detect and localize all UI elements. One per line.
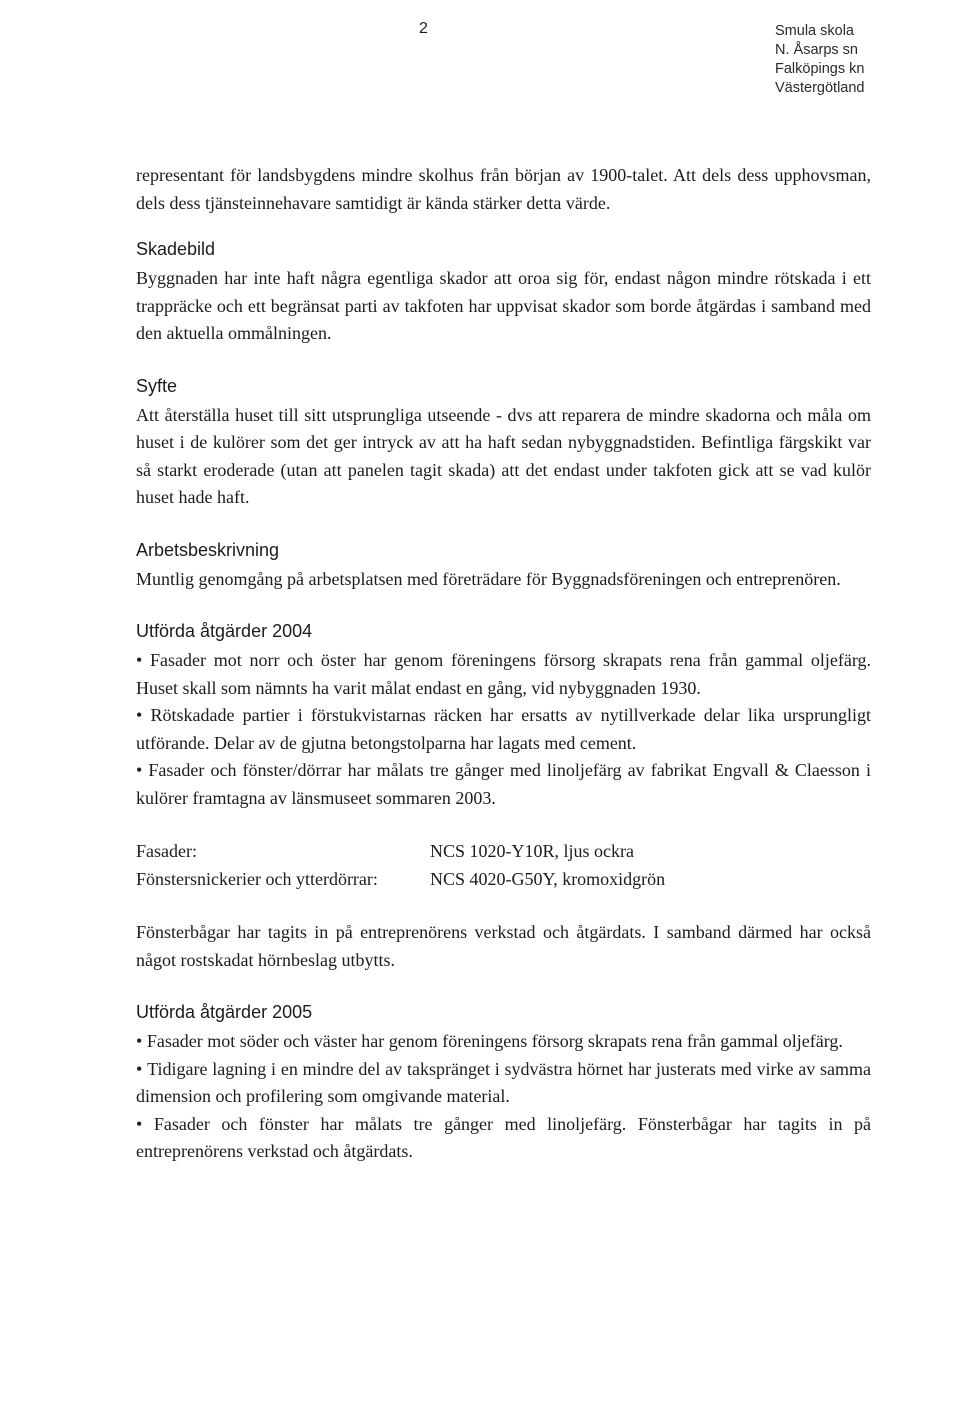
intro-paragraph: representant för landsbygdens mindre skolhus från början av 1900-talet. Att dels dess upphovsman, dels dess tjänsteinnehavare samtidigt är kända stärker detta värde. [136,165,871,213]
list-item: • Fasader mot söder och väster har genom föreningens försorg skrapats rena från gammal oljefärg. [136,1028,871,1056]
color-label: Fönstersnickerier och ytterdörrar: [136,868,378,889]
color-value: NCS 4020-G50Y, kromoxidgrön [430,868,666,889]
section-heading-skadebild: Skadebild [136,239,216,259]
section-heading-atgarder-2005: Utförda åtgärder 2005 [136,1002,313,1022]
address-line: Smula skola [775,23,854,39]
section-heading-arbetsbeskrivning: Arbetsbeskrivning [136,539,280,560]
section-heading-atgarder-2004: Utförda åtgärder 2004 [136,621,313,641]
atgarder-2004-note: Fönsterbågar har tagits in på entreprenörens verkstad och åtgärdats. I samband därmed har också något rostskadat hörnbeslag utbytts. [136,922,871,970]
document-body [136,162,871,1166]
list-item: • Rötskadade partier i förstukvistarnas räcken har ersatts av nytillverkade delar lika ursprungligt utförande. Delar av de gjutna betongstolparna har lagats med cement. [136,702,871,757]
list-item: • Tidigare lagning i en mindre del av takspränget i sydvästra hörnet har justerats med virke av samma dimension och profilering som omgivande material. [136,1056,871,1111]
list-item: • Fasader och fönster har målats tre gånger med linoljefärg. Fönsterbågar har tagits in på entreprenörens verkstad och åtgärdats. [136,1111,871,1166]
address-line: Västergötland [775,80,865,96]
address-line: N. Åsarps sn [775,42,858,58]
list-item: • Fasader mot norr och öster har genom föreningens försorg skrapats rena från gammal oljefärg. Huset skall som nämnts ha varit målat endast en gång, vid nybyggnaden 1930. [136,647,871,702]
address-block [775,22,864,98]
color-value: NCS 1020-Y10R, ljus ockra [430,841,634,861]
address-line: Falköpings kn [775,61,865,77]
color-table [136,838,871,893]
color-label: Fasader: [136,841,197,861]
skadebild-paragraph: Byggnaden har inte haft några egentliga skador att oroa sig för, endast någon mindre rötskada i ett trappräcke och ett begränsat parti av takfoten har uppvisat skador som borde åtgärdas i samband med den aktuella ommålningen. [136,268,871,343]
syfte-paragraph: Att återställa huset till sitt utsprungliga utseende - dvs att reparera de mindre skadorna och måla om huset i de kulörer som det ger intryck av att ha haft sedan nybyggnadstiden. Befintliga färgskikt var så starkt eroderade (utan att panelen tagit skada) att det endast under takfoten gick att se vad kulör huset hade haft. [136,404,871,507]
list-item: • Fasader och fönster/dörrar har målats tre gånger med linoljefärg av fabrikat Engvall & Claesson i kulörer framtagna av länsmuseet sommaren 2003. [136,757,871,812]
section-heading-syfte: Syfte [136,375,178,396]
page-number: 2 [419,20,428,37]
arbetsbeskrivning-paragraph: Muntlig genomgång på arbetsplatsen med företrädare för Byggnadsföreningen och entreprenören. [136,568,841,589]
